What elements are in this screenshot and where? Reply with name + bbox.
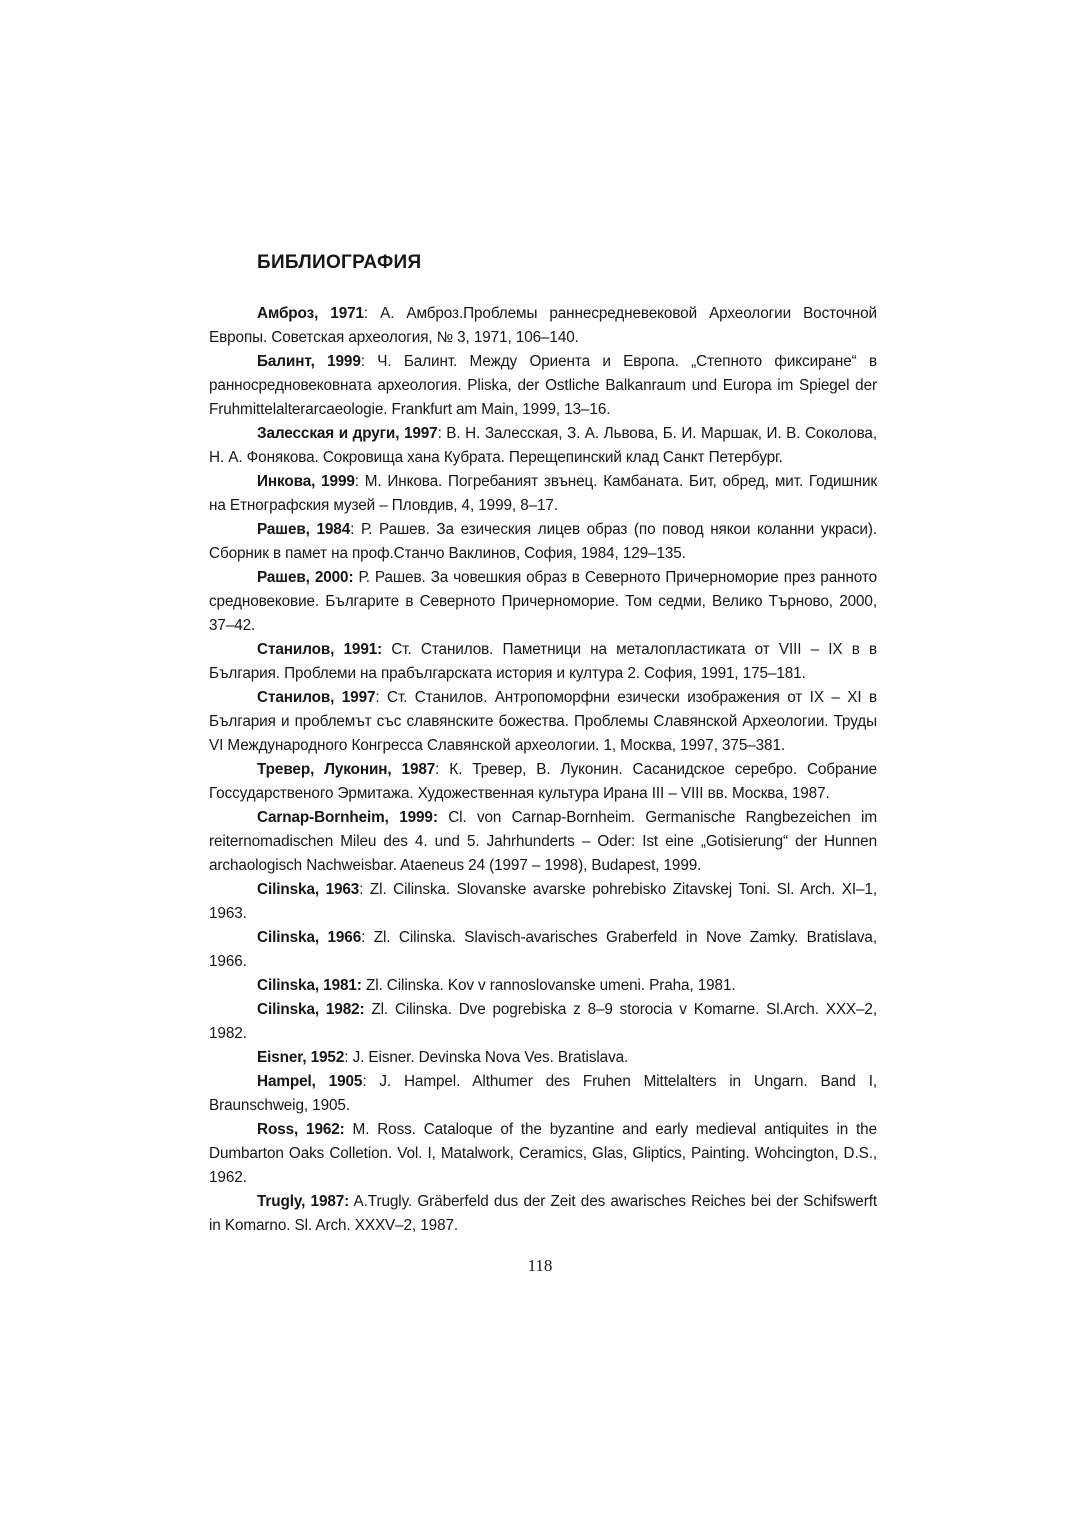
entry-label: Тревер, Луконин, 1987	[257, 761, 436, 778]
entry-text: Ст. Станилов. Паметници на металопластиката от VIII – IX в в България. Проблеми на прабългарската история и култура 2. София, 1991, 175–181.	[209, 641, 877, 682]
entry-label: Балинт, 1999	[257, 353, 361, 370]
entry-text: A.Trugly. Gräberfeld dus der Zeit des awarisches Reiches bei der Schifswerft in Komarno. Sl. Arch. XXXV–2, 1987.	[209, 1193, 877, 1234]
bibliography-section	[209, 252, 877, 1238]
bibliography-entry	[209, 686, 877, 758]
entry-label: Cilinska, 1963	[257, 881, 360, 898]
entry-text: Cl. von Carnap-Bornheim. Germanische Rangbezeichen im reiternomadischen Mileu des 4. und 5. Jahrhunderts – Oder: Ist eine „Gotisierung“ der Hunnen archaologisch Nachweisbar. Ataeneus 24 (1997 – 1998), Budapest, 1999.	[209, 809, 877, 874]
entry-text: Р. Рашев. За човешкия образ в Северното Причерноморие през ранното средновековие. Българите в Северното Причерноморие. Том седми, Велико Търново, 2000, 37–42.	[209, 569, 878, 634]
entry-text: : А. Амброз.Проблемы раннесредневековой Археологии Восточной Европы. Советская археология, № 3, 1971, 106–140.	[209, 305, 877, 346]
bibliography-entries	[209, 302, 877, 1238]
bibliography-entry	[209, 470, 877, 518]
entry-label: Eisner, 1952	[257, 1049, 345, 1066]
bibliography-entry	[209, 926, 877, 974]
entry-text: Zl. Cilinska. Dve pogrebiska z 8–9 storocia v Komarne. Sl.Arch. XXX–2, 1982.	[209, 1001, 877, 1042]
entry-label: Рашев, 2000:	[257, 569, 354, 586]
entry-text: : К. Тревер, В. Луконин. Сасанидское серебро. Собрание Госсударственого Эрмитажа. Художественная культура Ирана III – VIII вв. Москва, 1987.	[209, 761, 877, 802]
entry-label: Рашев, 1984	[257, 521, 351, 538]
entry-text: : В. Н. Залесская, З. А. Львова, Б. И. Маршак, И. В. Соколова, Н. А. Фонякова. Сокровища хана Кубрата. Перещепинский клад Санкт Петербург.	[209, 425, 877, 466]
bibliography-entry	[209, 518, 877, 566]
bibliography-entry	[209, 878, 877, 926]
entry-text: M. Ross. Cataloque of the byzantine and early medieval antiquites in the Dumbarton Oaks Colletion. Vol. I, Matalwork, Ceramics, Glas, Gliptics, Painting. Wohcington, D.S., 1962.	[209, 1121, 877, 1186]
entry-label: Cilinska, 1981:	[257, 977, 362, 994]
bibliography-entry	[209, 566, 877, 638]
bibliography-entry	[209, 758, 877, 806]
entry-label: Cilinska, 1982:	[257, 1001, 365, 1018]
page-title: БИБЛИОГРАФИЯ	[257, 252, 422, 273]
entry-label: Hampel, 1905	[257, 1073, 363, 1090]
bibliography-entry	[209, 422, 877, 470]
entry-label: Ross, 1962:	[257, 1121, 345, 1138]
entry-text: : J. Eisner. Devinska Nova Ves. Bratislava.	[344, 1049, 629, 1066]
entry-label: Trugly, 1987:	[257, 1193, 350, 1210]
entry-text: Zl. Cilinska. Kov v rannoslovanske umeni. Praha, 1981.	[361, 977, 736, 994]
bibliography-entry	[209, 1046, 877, 1070]
bibliography-entry	[209, 1190, 877, 1238]
bibliography-entry	[209, 806, 877, 878]
bibliography-entry	[209, 638, 877, 686]
bibliography-entry	[209, 350, 877, 422]
entry-text: : М. Инкова. Погребаният звънец. Камбаната. Бит, обред, мит. Годишник на Етнографския музей – Пловдив, 4, 1999, 8–17.	[209, 473, 877, 514]
bibliography-entry	[209, 1118, 877, 1190]
entry-text: : J. Hampel. Althumer des Fruhen Mittelalters in Ungarn. Band I, Braunschweig, 1905.	[209, 1073, 877, 1114]
entry-text: : Ч. Балинт. Между Ориента и Европа. „Степното фиксиране“ в ранносредновековната археология. Pliska, der Ostliche Balkanraum und Europa im Spiegel der Fruhmittelalterarcaeologie. Frankfurt am Main, 1999, 13–16.	[209, 353, 877, 418]
page-number: 118	[527, 1256, 553, 1275]
entry-text: : Zl. Cilinska. Slavisch-avarisches Graberfeld in Nove Zamky. Bratislava, 1966.	[209, 929, 877, 970]
entry-label: Станилов, 1997	[257, 689, 376, 706]
entry-label: Станилов, 1991:	[257, 641, 383, 658]
entry-text: : Zl. Cilinska. Slovanske avarske pohrebisko Zitavskej Toni. Sl. Arch. XI–1, 1963.	[209, 881, 877, 922]
entry-text: : Р. Рашев. За езическия лицев образ (по повод някои коланни украси). Сборник в памет на проф.Станчо Ваклинов, София, 1984, 129–135.	[209, 521, 877, 562]
bibliography-entry	[209, 974, 877, 998]
entry-text: : Ст. Станилов. Антропоморфни езически изображения от IX – XI в България и проблемът със славянските божества. Проблемы Славянской Археологии. Труды VI Международного Конгресса Славянской археологии. 1, Москва, 1997, 375–381.	[209, 689, 877, 754]
entry-label: Инкова, 1999	[257, 473, 355, 490]
entry-label: Залесская и други, 1997	[257, 425, 438, 442]
entry-label: Амброз, 1971	[257, 305, 364, 322]
entry-label: Cilinska, 1966	[257, 929, 362, 946]
bibliography-entry	[209, 1070, 877, 1118]
entry-label: Carnap-Bornheim, 1999:	[257, 809, 438, 826]
bibliography-entry	[209, 998, 877, 1046]
bibliography-entry	[209, 302, 877, 350]
